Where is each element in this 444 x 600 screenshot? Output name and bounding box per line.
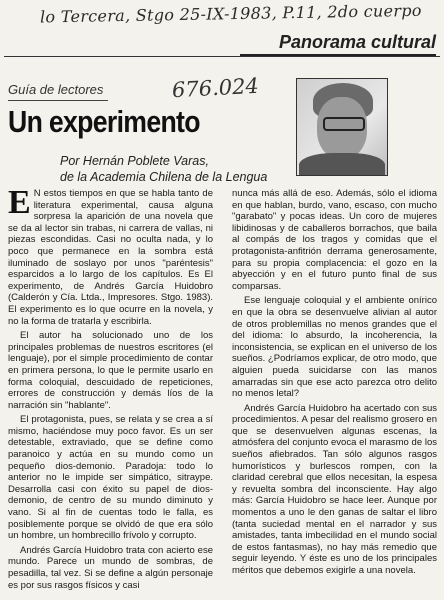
paragraph: E N estos tiempos en que se habla tanto de literatura experimental, causa alguna sorpresa la aparición de una novela que se da al lector sin trabas, ni carrera de vallas, ni piezas escondidas. Casi no oculta nada, y lo poco que permanece en la sombra está iluminado de soslayo por unos "paréntesis" esparcidos a lo largo de los capítulos. Es El experimento, de Andrés García Huidobro (Calderón y Cía. Ltda., Impresores. Stgo. 1983). El experimento es lo que ocurre en la novela, y no la forma de tratarla y escribirla. — [8, 184, 213, 327]
byline — [60, 153, 300, 185]
top-divider — [4, 56, 440, 57]
byline-affiliation: de la Academia Chilena de la Lengua — [60, 170, 268, 184]
byline-author: Por Hernán Poblete Varas, — [60, 154, 209, 168]
paragraph: El autor ha solucionado uno de los principales problemas de nuestros escritores (el lenguaje), por el simple procedimiento de contar en primera persona, lo que le permite usarlo en forma coloquial, descuidado de repeticiones, errores de construcción y demás líos de la narración sin "hablante". — [8, 330, 213, 411]
kicker: Guía de lectores — [8, 82, 104, 97]
section-title: Panorama cultural — [240, 32, 436, 56]
article-column-left — [8, 184, 213, 594]
paragraph: nunca más allá de eso. Además, sólo el idioma en que hablan, burdo, vano, escaso, con mucho "garabato" y pocas ideas. Un coro de mujeres libidinosas y de caballeros borrachos, que baila al compás de los tragos y comidas que el protagonista-anfitrión derrama generosamente, para su propia complacencia: el gozo en la abyección y en el futuro punto final de sus comparsas. — [232, 188, 437, 292]
paragraph: Ese lenguaje coloquial y el ambiente onírico en que la obra se desenvuelve alivian al autor de otros problemillas no menos grandes que el del idioma: lo absurdo, la incoherencia, la inconsistencia, se explican en el universo de los sueños. ¿Podríamos explicar, de otro modo, que alguien pueda suicidarse con las manos amarradas sin que ese acto parezca otro delito no menos letal? — [232, 295, 437, 400]
paragraph: El protagonista, pues, se relata y se crea a sí mismo, haciéndose muy poco favor. Es un ser detestable, extraviado, que se define como paranoico y actúa en su mundo como un pequeño dios-demonio. Paradoja: todo lo anterior no le impide ser simpático, sitraype. Desarrolla casi con éxito su papel de dios-demonio, de centro de su mundo diminuto y vano. Si al fin de cuentas todo le falla, es posiblemente porque se olvidó de que era sólo un hombre, un hombrecillo frívolo y corrupto. — [8, 414, 213, 542]
paragraph: Andrés García Huidobro ha acertado con sus procedimientos. A pesar del realismo grosero en que se desenvuelven algunas escenas, la atmósfera del conjunto evoca el marasmo de los sueños afiebrados. Tan sólo algunos rasgos humorísticos y burlescos rompen, con la claridad cerebral que ellos necesitan, la espesa y revuelta sombra del inconsciente. Hay algo más: García Huidobro se hace leer. Aunque por momentos a uno le den ganas de saltar el libro (tanta suciedad mental en el narrador y sus amistades, tanta imbecilidad en el mundo social de estos fantasmas), no hay más remedio que seguir leyendo. Y éste es uno de los principales méritos que debemos exigirle a una novela. — [232, 402, 437, 576]
paragraph: Andrés García Huidobro trata con acierto ese mundo. Parece un mundo de sombras, de pesadilla, tal vez. Si se define a algún personaje es por sus rasgos físicos y casi — [8, 544, 213, 591]
handwritten-source-note: lo Tercera, Stgo 25-IX-1983, P.11, 2do cuerpo — [39, 0, 422, 27]
author-portrait-icon — [296, 78, 388, 176]
article-column-right — [232, 188, 437, 580]
kicker-underline — [8, 100, 108, 101]
handwritten-catalog-number: 676.024 — [171, 73, 260, 103]
headline: Un experimento — [8, 104, 200, 139]
drop-cap: E — [8, 184, 31, 221]
